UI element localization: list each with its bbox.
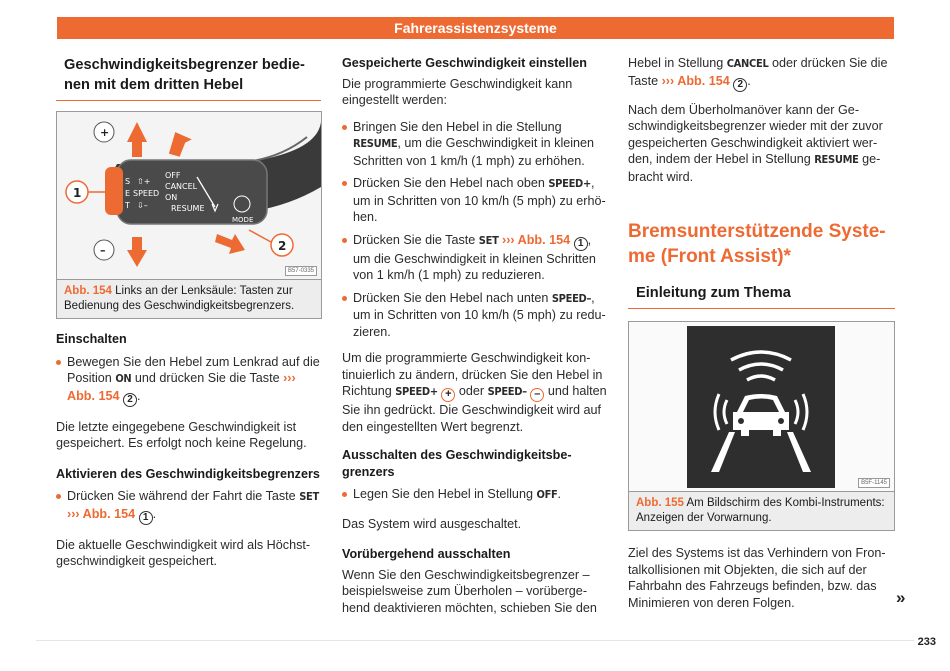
svg-text:⇧+: ⇧+ (137, 177, 151, 186)
column-right (628, 55, 895, 611)
column-left (56, 55, 321, 570)
off-bullet: Legen Sie den Hebel in Stellung OFF. (342, 486, 607, 504)
plus-symbol: + (441, 388, 455, 402)
system-goal-paragraph: Ziel des Systems ist das Verhindern von Frontalkollisionen mit Objekten, die sich auf der Fahrbahn des Fahrzeugs befinden, bzw. das Minimieren von deren Folgen. (628, 546, 886, 610)
figure-154 (56, 111, 322, 319)
figure-caption (629, 492, 894, 530)
section-header: Fahrerassistenzsysteme (57, 17, 894, 39)
figure-label: Abb. 154 (64, 285, 112, 297)
lever-cancel: CANCEL (165, 182, 198, 191)
callout-minus: – (100, 244, 106, 257)
callout-1: 1 (73, 186, 82, 200)
figure-caption-text: Links an der Lenksäule: Tasten zur Bedienung des Geschwindigkeitsbegrenzers. (64, 285, 295, 312)
fig-ref-link[interactable]: ››› Abb. 154 (661, 73, 730, 88)
front-assist-illustration (629, 322, 894, 492)
aktivieren-bullet: Drücken Sie während der Fahrt die Taste SET ››› Abb. 154 1 . (56, 488, 321, 525)
lever-speed: SPEED (133, 189, 160, 198)
figure-caption-text: Am Bildschirm des Kombi-Instruments: Anzeigen der Vorwarnung. (636, 497, 885, 524)
ausschalten-note: Das System wird ausgeschaltet. (342, 516, 522, 531)
einschalten-bullet: Bewegen Sie den Hebel zum Lenkrad auf die Position ON und drücken Sie die Taste ››› Abb. 154 2 . (56, 354, 321, 407)
chapter-title: Bremsunterstützende Systeme (Front Assist)* (628, 221, 886, 267)
footer-divider (36, 640, 914, 641)
aktivieren-note: Die aktuelle Geschwindigkeit wird als Höchstgeschwindigkeit gespeichert. (56, 537, 311, 568)
lever-illustration (57, 112, 321, 280)
einschalten-note: Die letzte eingegebene Geschwindigkeit ist gespeichert. Es erfolgt noch keine Regelung. (56, 419, 307, 450)
ausschalten-heading: Ausschalten des Geschwindigkeitsbegrenzers (342, 448, 572, 479)
lever-on: ON (165, 193, 178, 202)
aktivieren-heading: Aktivieren des Geschwindigkeitsbegrenzers (56, 466, 320, 481)
continuous-change-paragraph: Um die programmierte Geschwindigkeit kontinuierlich zu ändern, drücken Sie den Hebel in Richtung SPEED+ + oder SPEED– – und halten Sie ihn gedrückt. Die Geschwindigkeit wird auf den eingestellten Wert begrenzt. (342, 351, 607, 434)
fig-ref-link[interactable]: ››› Abb. 154 (502, 232, 571, 247)
gespeicherte-heading: Gespeicherte Geschwindigkeit einstellen (342, 56, 587, 70)
fig-ref-link[interactable]: ››› Abb. 154 (67, 371, 296, 403)
lever-mode: MODE (232, 216, 254, 224)
resume-bullet: Bringen Sie den Hebel in die Stellung RESUME, um die Geschwindigkeit in kleinen Schritten von 1 km/h (1 mph) zu erhöhen. (342, 119, 607, 170)
fig-ref-link[interactable]: ››› Abb. 154 (67, 506, 136, 521)
figure-155 (628, 321, 895, 531)
figure-code: B57-0335 (285, 266, 317, 276)
continue-icon: » (896, 588, 906, 607)
overtake-paragraph: Nach dem Überholmanöver kann der Geschwindigkeitsbegrenzer wieder mit der zuvor gespeicherten Geschwindigkeit aktiviert werden, indem der Hebel in Stellung RESUME gebracht wird. (628, 102, 883, 184)
figure-caption (57, 280, 321, 318)
speed-plus-bullet: Drücken Sie den Hebel nach oben SPEED+, um in Schritten von 10 km/h (5 mph) zu erhöhen. (342, 175, 607, 226)
speed-minus-bullet: Drücken Sie den Hebel nach unten SPEED–, um in Schritten von 10 km/h (5 mph) zu reduzieren. (342, 290, 607, 341)
minus-symbol: – (530, 388, 544, 402)
set-bullet: Drücken Sie die Taste SET ››› Abb. 154 1 , um die Geschwindigkeit in kleinen Schritten von 1 km/h (1 mph) zu reduzieren. (342, 232, 607, 284)
callout-plus: + (100, 126, 110, 139)
cancel-paragraph: Hebel in Stellung CANCEL oder drücken Sie die Taste ››› Abb. 154 2 . (628, 56, 888, 90)
front-assist-warning-icon (629, 322, 894, 492)
lever-s: S (125, 177, 131, 186)
gespeicherte-intro: Die programmierte Geschwindigkeit kann eingestellt werden: (342, 76, 573, 107)
svg-text:⇩–: ⇩– (137, 201, 148, 210)
figure-label: Abb. 155 (636, 497, 684, 509)
voruebergehend-paragraph: Wenn Sie den Geschwindigkeitsbegrenzer – beispielsweise zum Überholen – vorübergehend deaktivieren möchten, schieben Sie den (342, 567, 597, 615)
lever-resume: RESUME (171, 204, 205, 213)
section-heading: Geschwindigkeitsbegrenzer bedienen mit dem dritten Hebel (56, 55, 321, 101)
steering-lever-diagram (57, 112, 321, 280)
callout-2: 2 (278, 239, 287, 253)
page-number: 233 (917, 636, 936, 648)
intro-heading: Einleitung zum Thema (628, 283, 895, 309)
column-middle (342, 55, 607, 616)
einschalten-heading: Einschalten (56, 332, 127, 346)
lever-off: OFF (165, 171, 181, 180)
lever-e: E (125, 189, 131, 198)
figure-code: B5F-1145 (858, 478, 890, 488)
lever-t: T (125, 201, 130, 210)
voruebergehend-heading: Vorübergehend ausschalten (342, 547, 511, 561)
